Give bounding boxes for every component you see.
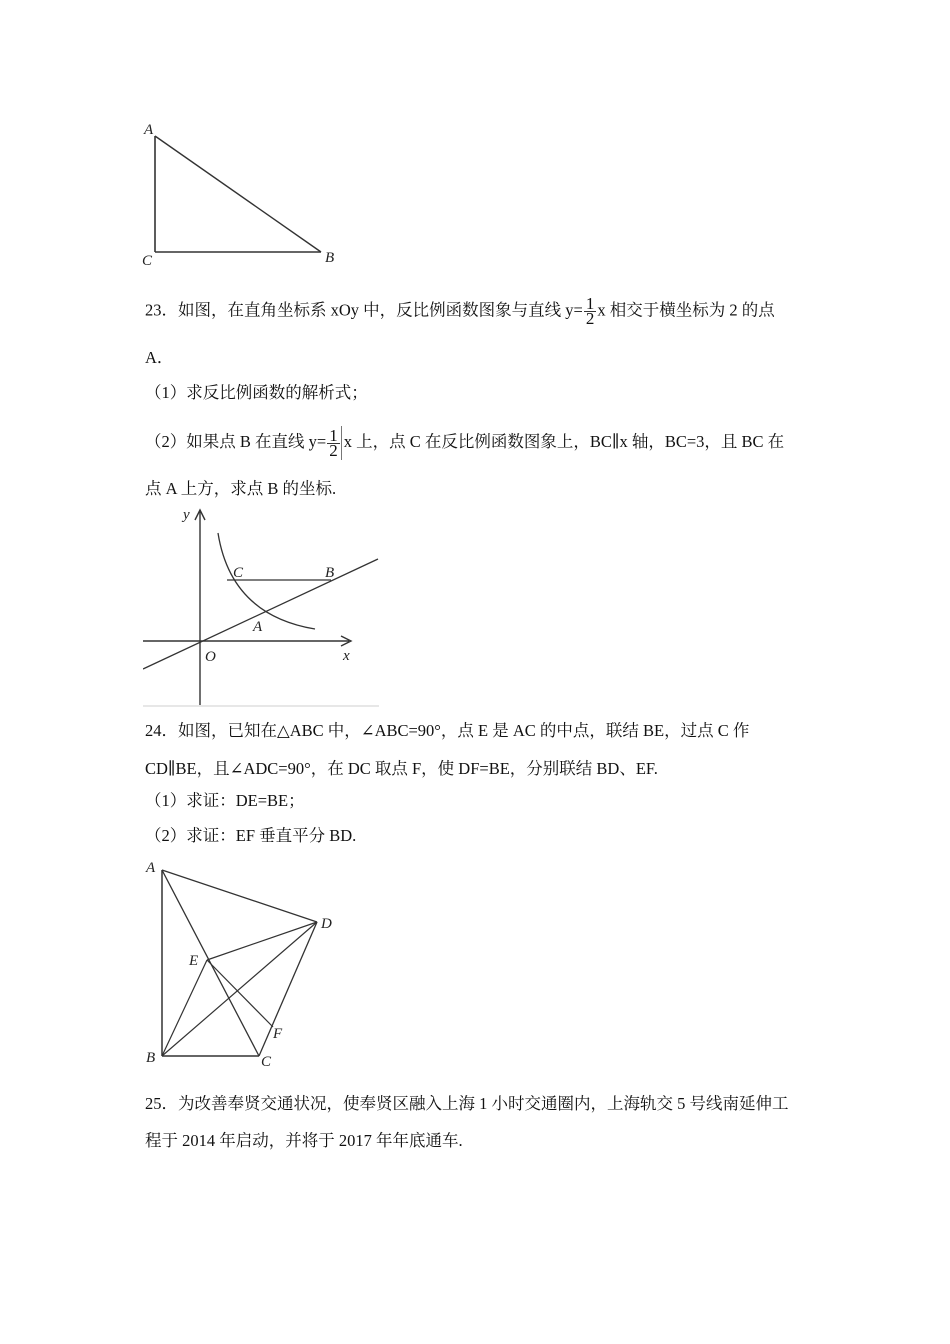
fraction-half <box>327 425 340 460</box>
label-b: B <box>325 565 335 581</box>
label-x: x <box>343 648 350 664</box>
cursor-bar <box>341 426 342 460</box>
fraction-denominator: 2 <box>585 309 595 328</box>
fraction-numerator: 1 <box>585 294 595 313</box>
label-b: B <box>325 250 335 266</box>
q23-line1-end: x 相交于横坐标为 2 的点 <box>597 300 775 320</box>
segment-dc <box>259 922 317 1056</box>
fraction-denominator: 2 <box>329 440 338 460</box>
q25-line1: 25．为改善奉贤交通状况，使奉贤区融入上海 1 小时交通圈内，上海轨交 5 号线南延伸工 <box>145 1094 789 1113</box>
q24-part1: （1）求证：DE=BE； <box>145 791 305 810</box>
q23-part2-start: （2）如果点 B 在直线 y= <box>145 431 327 451</box>
q24-part2: （2）求证：EF 垂直平分 BD. <box>145 826 357 845</box>
q23-part2-end: x 上，点 C 在反比例函数图象上，BC∥x 轴，BC=3，且 BC 在 <box>343 431 785 451</box>
segment-be <box>162 960 207 1056</box>
segment-bd <box>162 922 317 1056</box>
quadrilateral-figure <box>140 852 340 1072</box>
fraction-half <box>584 294 597 328</box>
q23-line1-start: 23．如图，在直角坐标系 xOy 中，反比例函数图象与直线 y= <box>145 300 583 320</box>
q23-line2: A． <box>145 348 174 367</box>
q23-line1 <box>145 294 775 328</box>
label-c: C <box>233 565 244 581</box>
label-d: D <box>321 916 332 932</box>
q23-part2-cont: 点 A 上方，求点 B 的坐标. <box>145 479 337 498</box>
label-a: A <box>253 619 263 635</box>
label-o: O <box>205 649 216 665</box>
triangle-abc-figure <box>138 118 348 270</box>
label-e: E <box>189 953 199 969</box>
side-ab <box>155 136 321 252</box>
label-y: y <box>183 507 190 523</box>
segment-ed <box>207 922 317 960</box>
segment-ef <box>207 960 273 1027</box>
q23-part2 <box>145 426 784 460</box>
fraction-numerator: 1 <box>329 425 338 445</box>
label-a: A <box>146 860 156 876</box>
label-c: C <box>261 1054 272 1070</box>
q24-line2: CD∥BE，且∠ADC=90°，在 DC 取点 F，使 DF=BE，分别联结 BD、EF. <box>145 759 658 778</box>
q23-part1: （1）求反比例函数的解析式； <box>145 383 368 402</box>
label-c: C <box>142 253 153 269</box>
hyperbola-curve <box>218 533 315 629</box>
label-a: A <box>144 122 154 138</box>
q25-line2: 程于 2014 年启动，并将于 2017 年年底通车. <box>145 1131 463 1150</box>
label-b: B <box>146 1050 156 1066</box>
coordinate-figure <box>143 503 383 709</box>
q24-line1: 24．如图，已知在△ABC 中，∠ABC=90°，点 E 是 AC 的中点，联结 BE，过点 C 作 <box>145 721 750 740</box>
label-f: F <box>273 1026 283 1042</box>
